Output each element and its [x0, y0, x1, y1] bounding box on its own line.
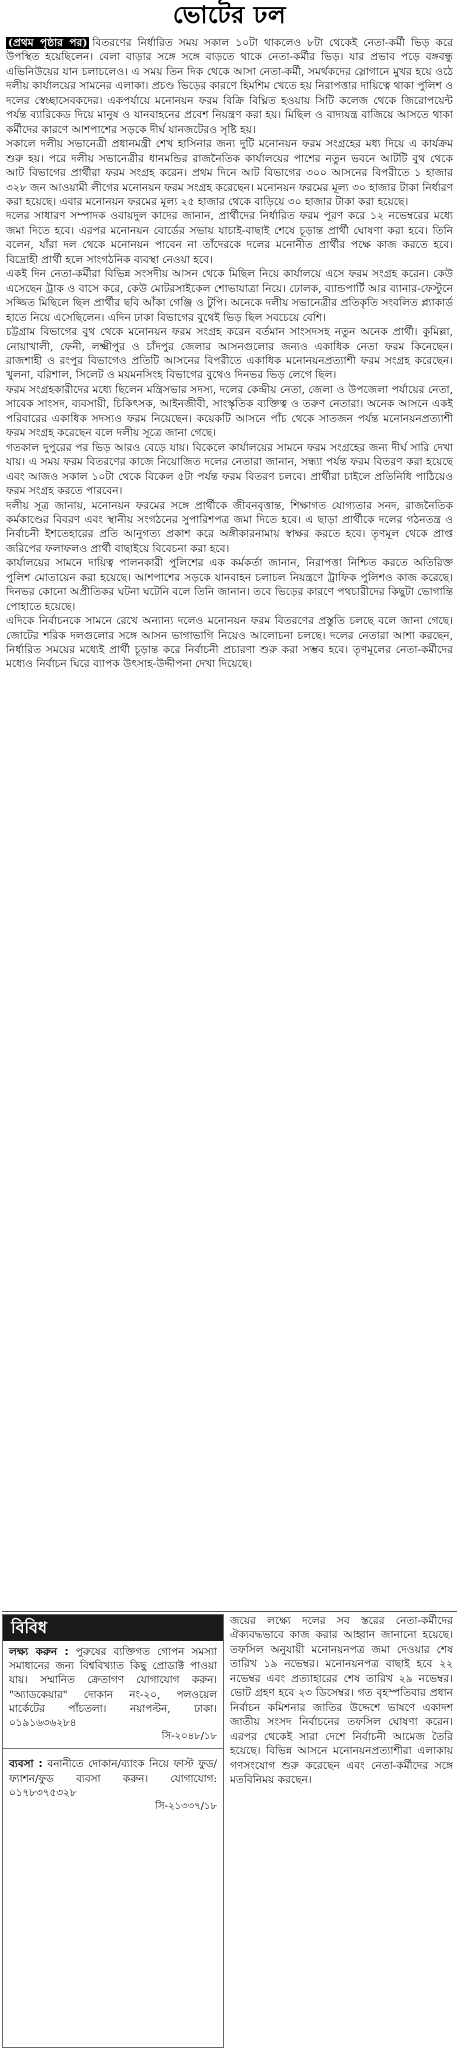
story-paragraph: দলের সাধারণ সম্পাদক ওবায়দুল কাদের জানান, প্রার্থীদের নির্ধারিত ফরম পূরণ করে ১২ নভেম্বরের মধ্যে জমা দিতে হবে। এরপর মনোনয়ন বোর্ডের সভায় যাচাই-বাছাই শেষে চূড়ান্ত প্রার্থী ঘোষণা করা হবে। তিনি বলেন, যাঁরা দল থেকে মনোনয়ন পাবেন না তাঁদেরকে দলের মনোনীত প্রার্থীর পক্ষে কাজ করতে হবে। বিদ্রোহী প্রার্থী হলে সাংগঠনিক ব্যবস্থা নেওয়া হবে।	[6, 210, 453, 266]
headline	[0, 0, 459, 34]
classified-ad	[3, 1641, 223, 1744]
ad-divider	[3, 1748, 223, 1749]
ad-heading: লক্ষ্য করুন :	[9, 1646, 69, 1658]
story-paragraph: চট্টগ্রাম বিভাগের বুথ থেকে মনোনয়ন ফরম সংগ্রহ করেন বর্তমান সাংসদসহ নতুন অনেক প্রার্থী। কুমিল্লা, নোয়াখালী, ফেনী, লক্ষ্মীপুর ও চাঁদপুর জেলার আসনগুলোর জন্যও একাধিক নেতা ফরম কিনেছেন। রাজশাহী ও রংপুর বিভাগেও প্রতিটি আসনের বিপরীতে একাধিক মনোনয়নপ্রত্যাশী ফরম সংগ্রহ করেছেন। খুলনা, বরিশাল, সিলেট ও ময়মনসিংহ বিভাগের বুথেও দিনভর ভিড় লেগে ছিল।	[6, 326, 453, 382]
jump-label: (প্রথম পৃষ্ঠার পর)	[8, 37, 88, 49]
story-paragraph: একই দিন নেতা-কর্মীরা বিভিন্ন সংসদীয় আসন থেকে মিছিল নিয়ে কার্যালয়ে এসে ফরম সংগ্রহ করেন। কেউ এসেছেন ট্রাক ও বাসে করে, কেউ মোটরসাইকেল শোভাযাত্রা নিয়ে। ঢোলক, ব্যান্ডপার্টি আর ব্যানার-ফেস্টুনে সজ্জিত মিছিলে ছিল প্রার্থীর ছবি আঁকা গেঞ্জি ও টুপি। অনেকে দলীয় সভানেত্রীর প্রতিকৃতি সংবলিত প্ল্যাকার্ড হাতে নিয়ে এসেছিলেন। এদিন ঢাকা বিভাগের বুথেই ভিড় ছিল সবচেয়ে বেশি।	[6, 268, 453, 324]
classified-ad	[3, 1753, 223, 1814]
story-paragraph: ফরম সংগ্রহকারীদের মধ্যে ছিলেন মন্ত্রিসভার সদস্য, দলের কেন্দ্রীয় নেতা, জেলা ও উপজেলা পর্যায়ের নেতা, সাবেক সাংসদ, ব্যবসায়ী, চিকিৎসক, আইনজীবী, সাংস্কৃতিক ব্যক্তিত্ব ও তরুণ নেতারা। অনেক আসনে একই পরিবারের একাধিক সদস্যও ফরম নিয়েছেন। কয়েকটি আসনে পাঁচ থেকে সাতজন পর্যন্ত মনোনয়নপ্রত্যাশী ফরম সংগ্রহ করেছেন বলে দলীয় সূত্রে জানা গেছে।	[6, 383, 453, 440]
section-divider	[2, 1611, 457, 1612]
story-paragraph: এদিকে নির্বাচনকে সামনে রেখে অন্যান্য দলেও মনোনয়ন ফরম বিতরণের প্রস্তুতি চলছে বলে জানা গেছে। জোটের শরিক দলগুলোর সঙ্গে আসন ভাগাভাগি নিয়েও আলোচনা চলছে। দলের নেতারা আশা করছেন, নির্ধারিত সময়ের মধ্যেই প্রার্থী চূড়ান্ত করে নির্বাচনী প্রচারণা শুরু করা সম্ভব হবে। তৃণমূলের নেতা-কর্মীদের মধ্যেও নির্বাচন ঘিরে ব্যাপক উৎসাহ-উদ্দীপনা দেখা দিয়েছে।	[6, 615, 453, 671]
story-continuation	[230, 1614, 453, 2048]
story-paragraph: জয়ের লক্ষ্যে দলের সব স্তরের নেতা-কর্মীদের ঐক্যবদ্ধভাবে কাজ করার আহ্বান জানানো হয়েছে। তফসিল অনুযায়ী মনোনয়নপত্র জমা দেওয়ার শেষ তারিখ ১৯ নভেম্বর। মনোনয়নপত্র বাছাই হবে ২২ নভেম্বর এবং প্রত্যাহারের শেষ তারিখ ২৯ নভেম্বর। ভোট গ্রহণ হবে ২৩ ডিসেম্বর। গত বৃহস্পতিবার প্রধান নির্বাচন কমিশনার জাতির উদ্দেশে ভাষণে একাদশ জাতীয় সংসদ নির্বাচনের তফসিল ঘোষণা করেন। এরপর থেকেই সারা দেশে নির্বাচনী আমেজ তৈরি হয়েছে। বিভিন্ন আসনে মনোনয়নপ্রত্যাশীরা এলাকায় গণসংযোগ শুরু করেছেন এবং নেতা-কর্মীদের সঙ্গে মতবিনিময় করছেন।	[230, 1615, 453, 1786]
ad-body: বনানীতে দোকান/ব্যাংক নিয়ে ফাস্ট ফুড/ফ্যাশন/ফুড ব্যবসা করুন। যোগাযোগ: ০১৭৮৩৭৫৩২৮	[9, 1758, 217, 1799]
story-paragraph: গতকাল দুপুরের পর ভিড় আরও বেড়ে যায়। বিকেলে কার্যালয়ের সামনে ফরম সংগ্রহের জন্য দীর্ঘ সারি দেখা যায়। এ সময় ফরম বিতরণের কাজে নিয়োজিত দলের নেতারা জানান, সন্ধ্যা পর্যন্ত ফরম বিতরণ করা হয়েছে এবং আজও সকাল ১০টা থেকে বিকেল ৫টা পর্যন্ত ফরম বিতরণ চলবে। প্রার্থীরা চাইলে প্রতিনিধি পাঠিয়েও ফরম সংগ্রহ করতে পারবেন।	[6, 441, 453, 498]
story-body	[6, 36, 453, 1610]
ad-code: সি-২১৩৩৭/১৮	[155, 1801, 217, 1813]
classifieds-box	[2, 1614, 224, 2048]
ad-code: সি-২০৪৮/১৮	[161, 1731, 217, 1743]
ad-body: পুরুষের ব্যক্তিগত গোপন সমস্যা সমাধানের জন্য বিশ্ববিখ্যাত কিছু প্রোডাক্ট পাওয়া যায়। সম্মানিত ক্রেতাগণ যোগাযোগ করুন। "অ্যাডকেয়ার" দোকান নং-২০, পলওয়েল মার্কেটের পাঁচতলা। নয়াপল্টন, ঢাকা। ০১৯১৬৩৬২৮৪	[9, 1646, 217, 1730]
story-paragraph: (প্রথম পৃষ্ঠার পর) বিতরণের নির্ধারিত সময় সকাল ১০টা থাকলেও ৮টা থেকেই নেতা-কর্মী ভিড় করে উপস্থিত হয়েছিলেন। বেলা বাড়ার সঙ্গে সঙ্গে বাড়তে থাকে নেতা-কর্মীর ভিড়। যার প্রভাব পড়ে বঙ্গবন্ধু এভিনিউয়ের যান চলাচলেও। এ সময় তিন দিক থেকে আসা নেতা-কর্মী, সমর্থকদের স্লোগানে মুখর হয়ে ওঠে দলীয় কার্যালয়ের সামনের এলাকা। প্রচণ্ড ভিড়ের কারণে হিমশিম খেতে হয় নিরাপত্তার দায়িত্বে থাকা পুলিশ ও দলের স্বেচ্ছাসেবকদের। একপর্যায়ে মনোনয়ন ফরম বিক্রি বিঘ্নিত হওয়ায় সিটি কলেজ থেকে জিরোপয়েন্ট পর্যন্ত ব্যারিকেড দিয়ে মানুষ ও যানবাহনের প্রবেশ নিয়ন্ত্রণ করা হয়। মিছিল ও বাদ্যযন্ত্র বাজিয়ে আসতে থাকা কর্মীদের কারণে আশপাশের সড়কে দীর্ঘ যানজটেরও সৃষ্টি হয়।	[6, 37, 453, 136]
story-paragraph: দলীয় সূত্র জানায়, মনোনয়ন ফরমের সঙ্গে প্রার্থীকে জীবনবৃত্তান্ত, শিক্ষাগত যোগ্যতার সনদ, রাজনৈতিক কর্মকাণ্ডের বিবরণ এবং স্থানীয় সংগঠনের সুপারিশপত্র জমা দিতে হবে। এ ছাড়া প্রার্থীকে দলের গঠনতন্ত্র ও নির্বাচনী ইশতেহারের প্রতি আনুগত্য প্রকাশ করে অঙ্গীকারনামায় স্বাক্ষর করতে হবে। তৃণমূল থেকে প্রাপ্ত জরিপের ফলাফলও প্রার্থী বাছাইয়ে বিবেচনা করা হবে।	[6, 499, 453, 555]
ad-heading: ব্যবসা :	[9, 1758, 43, 1771]
story-paragraph: সকালে দলীয় সভানেত্রী প্রধানমন্ত্রী শেখ হাসিনার জন্য দুটি মনোনয়ন ফরম সংগ্রহের মধ্য দিয়ে এ কার্যক্রম শুরু হয়। পরে দলীয় সভানেত্রীর ধানমন্ডির রাজনৈতিক কার্যালয়ের পাশের নতুন ভবনে আটটি বুথ থেকে আট বিভাগের প্রার্থীরা ফরম সংগ্রহ করেন। প্রথম দিনে আট বিভাগের ৩০০ আসনের বিপরীতে ১ হাজার ৩২৮ জন আওয়ামী লীগের মনোনয়ন ফরম সংগ্রহ করেছেন। মনোনয়ন ফরমের মূল্য ৩০ হাজার টাকা নির্ধারণ করা হয়েছে। এবার মনোনয়ন ফরমের মূল্য ২৫ হাজার থেকে বাড়িয়ে ৩০ হাজার টাকা করা হয়েছে।	[6, 138, 453, 208]
headline-text: ভোটের ঢল	[172, 1, 287, 29]
story-paragraph: কার্যালয়ের সামনে দায়িত্ব পালনকারী পুলিশের এক কর্মকর্তা জানান, নিরাপত্তা নিশ্চিত করতে অতিরিক্ত পুলিশ মোতায়েন করা হয়েছে। আশপাশের সড়কে যানবাহন চলাচল নিয়ন্ত্রণে ট্রাফিক পুলিশও কাজ করেছে। দিনভর কোনো অপ্রীতিকর ঘটনা ঘটেনি বলে তিনি জানান। তবে ভিড়ের কারণে পথচারীদের কিছুটা ভোগান্তি পোহাতে হয়েছে।	[6, 557, 453, 613]
classifieds-title: বিবিধ	[3, 1615, 223, 1641]
